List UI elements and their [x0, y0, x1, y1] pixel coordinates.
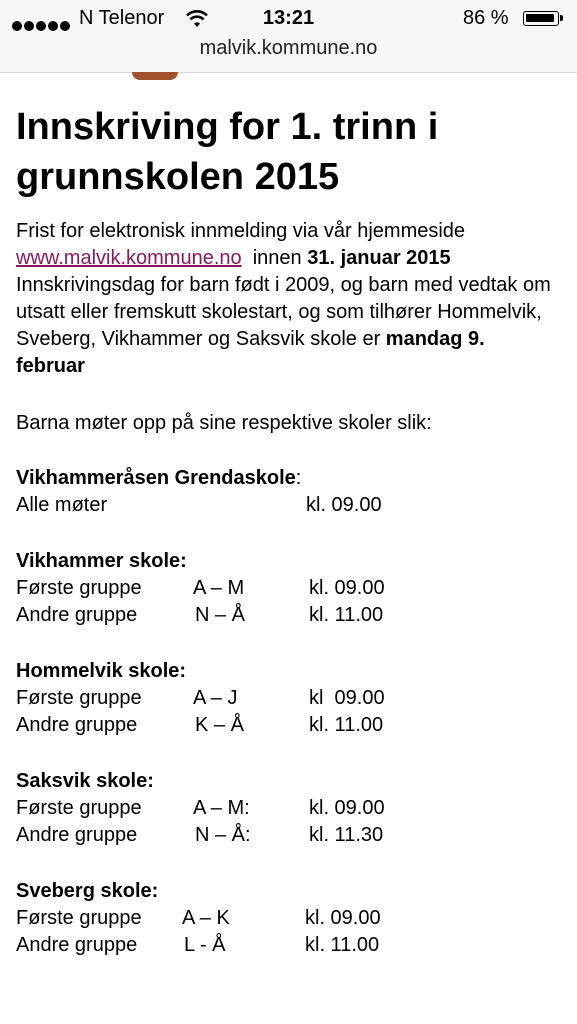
meeting-time: kl. 11.00: [305, 934, 380, 956]
letter-range: A – M: [193, 577, 245, 599]
school-title: Hommelvik skole:: [16, 660, 187, 682]
group-label: Alle møter: [16, 494, 108, 516]
school-title: Vikhammer skole:: [16, 550, 187, 572]
meeting-time: kl. 11.00: [309, 714, 384, 736]
school-title: Sveberg skole:: [16, 880, 159, 902]
header-image-fragment: [132, 72, 178, 80]
table-row: [16, 932, 556, 959]
table-row: [16, 602, 556, 629]
table-row: [16, 575, 556, 602]
table-row: [16, 492, 556, 519]
meeting-time: kl. 09.00: [309, 577, 385, 599]
meeting-time: kl. 09.00: [306, 494, 382, 516]
battery-percent: 86 %: [463, 7, 509, 29]
group-label: Første gruppe: [16, 907, 142, 929]
enrollment-day: mandag 9. februar: [16, 328, 485, 377]
school-name-suffix: :: [295, 467, 302, 489]
deadline-date: 31. januar 2015: [307, 247, 451, 269]
group-label: Andre gruppe: [16, 714, 138, 736]
homepage-link[interactable]: www.malvik.kommune.no: [16, 247, 242, 269]
meeting-time: kl. 09.00: [305, 907, 381, 929]
table-row: [16, 905, 556, 932]
group-label: Andre gruppe: [16, 934, 138, 956]
intro-text-2: innen: [241, 247, 308, 269]
school-title: [16, 465, 301, 492]
page-title: Innskriving for 1. trinn i grunnskolen 2015: [16, 106, 439, 198]
group-label: Første gruppe: [16, 797, 142, 819]
group-label: Første gruppe: [16, 577, 142, 599]
letter-range: L - Å: [184, 934, 226, 956]
table-row: [16, 712, 556, 739]
carrier-name: N Telenor: [79, 7, 165, 29]
letter-range: A – K: [182, 907, 230, 929]
clock: 13:21: [262, 7, 315, 29]
status-bar: [0, 0, 577, 73]
intro-paragraph: [16, 218, 556, 380]
intro-text-1: Frist for elektronisk innmelding via vår hjemmeside: [16, 220, 466, 242]
meeting-time: kl 09.00: [309, 687, 385, 709]
letter-range: N – Å:: [195, 824, 251, 846]
group-label: Andre gruppe: [16, 824, 138, 846]
group-label: Andre gruppe: [16, 604, 138, 626]
table-row: [16, 822, 556, 849]
table-row: [16, 795, 556, 822]
battery-icon: [523, 11, 559, 26]
letter-range: K – Å: [195, 714, 244, 736]
group-label: Første gruppe: [16, 687, 142, 709]
school-name: Vikhammeråsen Grendaskole: [16, 467, 296, 489]
address-bar-url[interactable]: malvik.kommune.no: [199, 37, 378, 59]
meeting-time: kl. 11.00: [309, 604, 384, 626]
lead-text: Barna møter opp på sine respektive skoler slik:: [16, 412, 432, 434]
school-title: Saksvik skole:: [16, 770, 154, 792]
meeting-time: kl. 11.30: [309, 824, 384, 846]
table-row: [16, 685, 556, 712]
letter-range: A – M:: [193, 797, 250, 819]
letter-range: N – Å: [195, 604, 246, 626]
letter-range: A – J: [193, 687, 238, 709]
meeting-time: kl. 09.00: [309, 797, 385, 819]
intro-text-3: Innskrivingsdag for barn født i 2009, og barn med vedtak om utsatt eller fremskutt skolestart, og som tilhører Hommelvik, Sveberg, Vikhammer og Saksvik skole er: [16, 274, 551, 350]
